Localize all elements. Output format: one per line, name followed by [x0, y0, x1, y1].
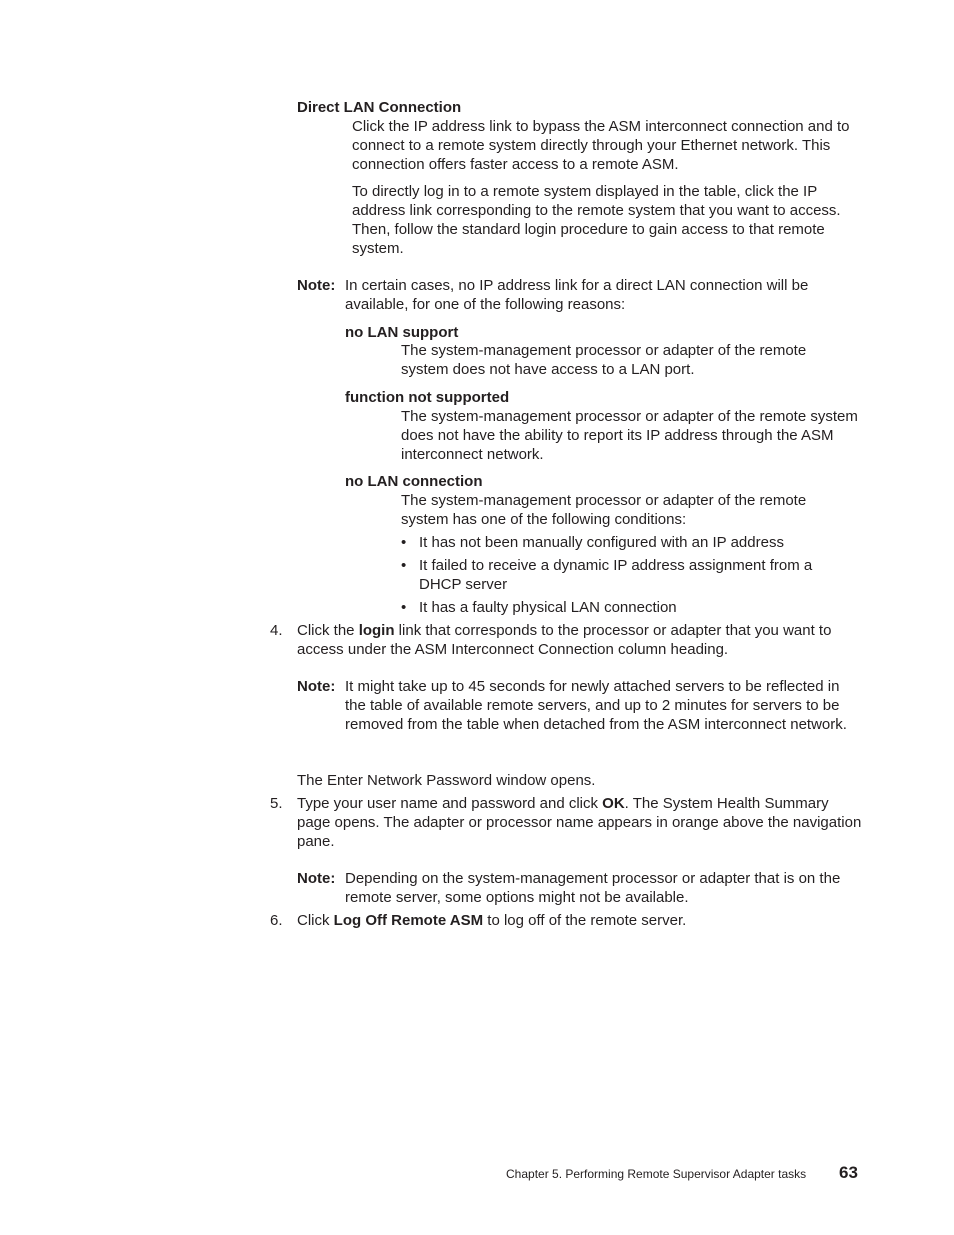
step4-number: 4.: [270, 622, 283, 639]
direct-lan-para2: To directly log in to a remote system displayed in the table, click the IP address link corresponding to the remote system that you want to access. Then, follow the standard login procedure to gain access to that remote system.: [352, 183, 841, 257]
step5-note-text: Depending on the system-management processor or adapter that is on the remote server, some options might not be available.: [345, 870, 841, 906]
ok-button-name: OK: [602, 795, 625, 812]
bullet-marker: •: [401, 557, 407, 574]
step4-after: The Enter Network Password window opens.: [297, 772, 596, 789]
function-not-supported-term: function not supported: [345, 389, 510, 406]
step4-text: Click the login link that corresponds to the processor or adapter that you want to access under the ASM Interconnect Connection column heading.: [297, 622, 832, 658]
step4-note-text: It might take up to 45 seconds for newly attached servers to be reflected in the table of available remote servers, and up to 2 minutes for servers to be removed from the table when detached from the ASM interconnect network.: [345, 678, 847, 733]
bullet-marker: •: [401, 599, 407, 616]
login-link-name: login: [358, 622, 395, 639]
function-not-supported-desc: The system-management processor or adapter of the remote system does not have the ability to report its IP address through the ASM interconnect network.: [401, 408, 858, 463]
log-off-remote-asm-name: Log Off Remote ASM: [333, 912, 484, 929]
direct-lan-para1: Click the IP address link to bypass the ASM interconnect connection and to connect to a remote system directly through your Ethernet network. This connection offers faster access to a remote ASM.: [352, 118, 850, 173]
bullet-marker: •: [401, 534, 407, 551]
direct-lan-term: Direct LAN Connection: [297, 99, 462, 116]
step6-text: Click Log Off Remote ASM to log off of the remote server.: [297, 912, 687, 929]
step5-text: Type your user name and password and click OK. The System Health Summary page opens. The adapter or processor name appears in orange above the navigation pane.: [297, 795, 862, 850]
no-lan-support-desc: The system-management processor or adapter of the remote system does not have access to a LAN port.: [401, 342, 807, 378]
bullet-item: It failed to receive a dynamic IP address assignment from a DHCP server: [419, 557, 813, 593]
no-lan-connection-desc: The system-management processor or adapter of the remote system has one of the following conditions:: [401, 492, 807, 528]
bullet-item: It has not been manually configured with an IP address: [419, 534, 784, 551]
no-lan-connection-term: no LAN connection: [345, 473, 483, 490]
step4-note-label: Note:: [297, 678, 336, 695]
note1-text: In certain cases, no IP address link for a direct LAN connection will be available, for one of the following reasons:: [345, 277, 809, 313]
page-number: 63: [839, 1163, 858, 1182]
step6-number: 6.: [270, 912, 283, 929]
no-lan-support-term: no LAN support: [345, 324, 459, 341]
step5-number: 5.: [270, 795, 283, 812]
step5-note-label: Note:: [297, 870, 336, 887]
bullet-item: It has a faulty physical LAN connection: [419, 599, 677, 616]
footer-chapter: Chapter 5. Performing Remote Supervisor Adapter tasks: [506, 1167, 807, 1181]
note1-label: Note:: [297, 277, 336, 294]
